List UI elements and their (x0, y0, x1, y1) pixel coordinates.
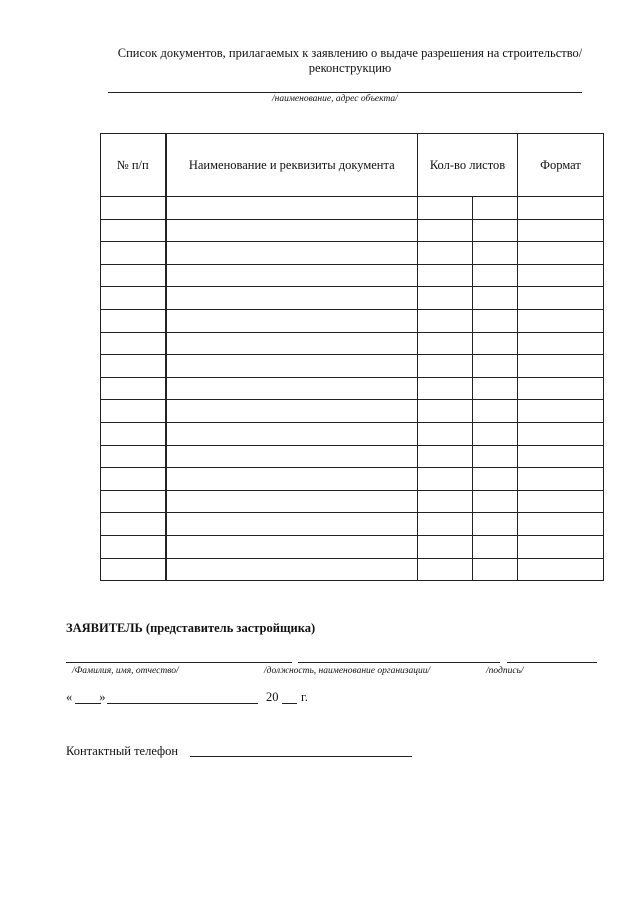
cell-format[interactable] (518, 287, 604, 310)
cell-format[interactable] (518, 197, 604, 220)
cell-pages-b[interactable] (473, 422, 518, 445)
month-line[interactable] (107, 703, 258, 704)
table-row (101, 422, 604, 445)
signature-line[interactable] (507, 662, 597, 663)
cell-pages-a[interactable] (418, 377, 473, 400)
cell-pages-a[interactable] (418, 197, 473, 220)
table-row (101, 377, 604, 400)
name-line[interactable] (66, 662, 292, 663)
cell-pages-b[interactable] (473, 287, 518, 310)
year-line[interactable] (282, 703, 297, 704)
title-line-2: реконструкцию (308, 61, 392, 75)
cell-pages-a[interactable] (418, 535, 473, 558)
cell-number[interactable] (101, 535, 166, 558)
cell-number[interactable] (101, 445, 166, 468)
cell-pages-a[interactable] (418, 332, 473, 355)
year-suffix: г. (301, 690, 308, 704)
cell-document[interactable] (166, 400, 418, 423)
cell-document[interactable] (166, 377, 418, 400)
cell-format[interactable] (518, 219, 604, 242)
year-prefix: 20 (266, 690, 279, 704)
title-line-1: Список документов, прилагаемых к заявлению о выдаче разрешения на строительство/ (117, 46, 583, 60)
phone-row (66, 744, 178, 759)
document-title (60, 46, 640, 76)
cell-document[interactable] (166, 355, 418, 378)
cell-pages-a[interactable] (418, 422, 473, 445)
cell-pages-a[interactable] (418, 355, 473, 378)
cell-number[interactable] (101, 513, 166, 536)
cell-document[interactable] (166, 445, 418, 468)
table-row (101, 490, 604, 513)
cell-document[interactable] (166, 558, 418, 581)
cell-document[interactable] (166, 468, 418, 491)
table-row (101, 264, 604, 287)
table-row (101, 400, 604, 423)
cell-pages-a[interactable] (418, 309, 473, 332)
cell-number[interactable] (101, 400, 166, 423)
cell-document[interactable] (166, 535, 418, 558)
cell-pages-a[interactable] (418, 219, 473, 242)
cell-document[interactable] (166, 242, 418, 265)
table-row (101, 355, 604, 378)
cell-document[interactable] (166, 309, 418, 332)
cell-format[interactable] (518, 422, 604, 445)
cell-format[interactable] (518, 490, 604, 513)
signature-caption: /подпись/ (486, 666, 524, 676)
applicant-heading: ЗАЯВИТЕЛЬ (представитель застройщика) (66, 621, 316, 635)
cell-number[interactable] (101, 355, 166, 378)
cell-format[interactable] (518, 242, 604, 265)
table-row (101, 309, 604, 332)
position-caption: /должность, наименование организации/ (264, 666, 431, 676)
cell-pages-b[interactable] (473, 309, 518, 332)
cell-pages-b[interactable] (473, 535, 518, 558)
cell-format[interactable] (518, 535, 604, 558)
cell-pages-b[interactable] (473, 445, 518, 468)
cell-pages-b[interactable] (473, 558, 518, 581)
cell-number[interactable] (101, 422, 166, 445)
cell-number[interactable] (101, 242, 166, 265)
object-caption: /наименование, адрес объекта/ (272, 94, 398, 104)
col-format-header: Формат (518, 134, 604, 197)
table-row (101, 535, 604, 558)
table-row (101, 468, 604, 491)
cell-format[interactable] (518, 377, 604, 400)
cell-pages-b[interactable] (473, 490, 518, 513)
cell-format[interactable] (518, 264, 604, 287)
cell-pages-b[interactable] (473, 377, 518, 400)
date-row (66, 690, 308, 705)
table-row (101, 287, 604, 310)
col-document-header: Наименование и реквизиты документа (166, 134, 418, 197)
cell-format[interactable] (518, 513, 604, 536)
cell-document[interactable] (166, 287, 418, 310)
cell-document[interactable] (166, 332, 418, 355)
date-open-quote: « (66, 690, 73, 704)
cell-number[interactable] (101, 309, 166, 332)
cell-number[interactable] (101, 219, 166, 242)
cell-document[interactable] (166, 197, 418, 220)
cell-number[interactable] (101, 377, 166, 400)
object-name-line[interactable] (108, 92, 582, 93)
table-row (101, 219, 604, 242)
table-row (101, 242, 604, 265)
day-line[interactable] (75, 703, 101, 704)
cell-format[interactable] (518, 445, 604, 468)
cell-number[interactable] (101, 287, 166, 310)
position-line[interactable] (298, 662, 500, 663)
cell-pages-a[interactable] (418, 400, 473, 423)
col-number-header: № п/п (101, 134, 166, 197)
table-body (101, 197, 604, 581)
cell-pages-a[interactable] (418, 445, 473, 468)
cell-pages-b[interactable] (473, 468, 518, 491)
phone-line[interactable] (190, 756, 412, 757)
cell-format[interactable] (518, 309, 604, 332)
cell-pages-b[interactable] (473, 513, 518, 536)
cell-pages-a[interactable] (418, 264, 473, 287)
cell-pages-a[interactable] (418, 513, 473, 536)
cell-pages-b[interactable] (473, 400, 518, 423)
cell-number[interactable] (101, 332, 166, 355)
cell-format[interactable] (518, 468, 604, 491)
cell-document[interactable] (166, 264, 418, 287)
cell-number[interactable] (101, 490, 166, 513)
cell-format[interactable] (518, 332, 604, 355)
cell-pages-b[interactable] (473, 242, 518, 265)
cell-document[interactable] (166, 490, 418, 513)
table-row (101, 558, 604, 581)
cell-pages-b[interactable] (473, 332, 518, 355)
cell-document[interactable] (166, 513, 418, 536)
cell-pages-a[interactable] (418, 468, 473, 491)
cell-document[interactable] (166, 422, 418, 445)
cell-pages-a[interactable] (418, 558, 473, 581)
cell-pages-b[interactable] (473, 197, 518, 220)
cell-pages-b[interactable] (473, 219, 518, 242)
table-row (101, 513, 604, 536)
cell-number[interactable] (101, 264, 166, 287)
table-row (101, 445, 604, 468)
cell-pages-b[interactable] (473, 355, 518, 378)
date-close-quote: » (99, 690, 106, 704)
table-row (101, 197, 604, 220)
name-caption: /Фамилия, имя, отчество/ (72, 666, 179, 676)
cell-pages-a[interactable] (418, 242, 473, 265)
cell-format[interactable] (518, 558, 604, 581)
cell-number[interactable] (101, 468, 166, 491)
cell-pages-a[interactable] (418, 287, 473, 310)
table-row (101, 332, 604, 355)
cell-pages-a[interactable] (418, 490, 473, 513)
cell-document[interactable] (166, 219, 418, 242)
cell-format[interactable] (518, 355, 604, 378)
cell-number[interactable] (101, 197, 166, 220)
col-pages-header: Кол-во листов (418, 134, 518, 197)
table-header-row (101, 134, 604, 197)
cell-pages-b[interactable] (473, 264, 518, 287)
phone-label: Контактный телефон (66, 744, 179, 758)
documents-table (100, 133, 604, 581)
cell-number[interactable] (101, 558, 166, 581)
cell-format[interactable] (518, 400, 604, 423)
